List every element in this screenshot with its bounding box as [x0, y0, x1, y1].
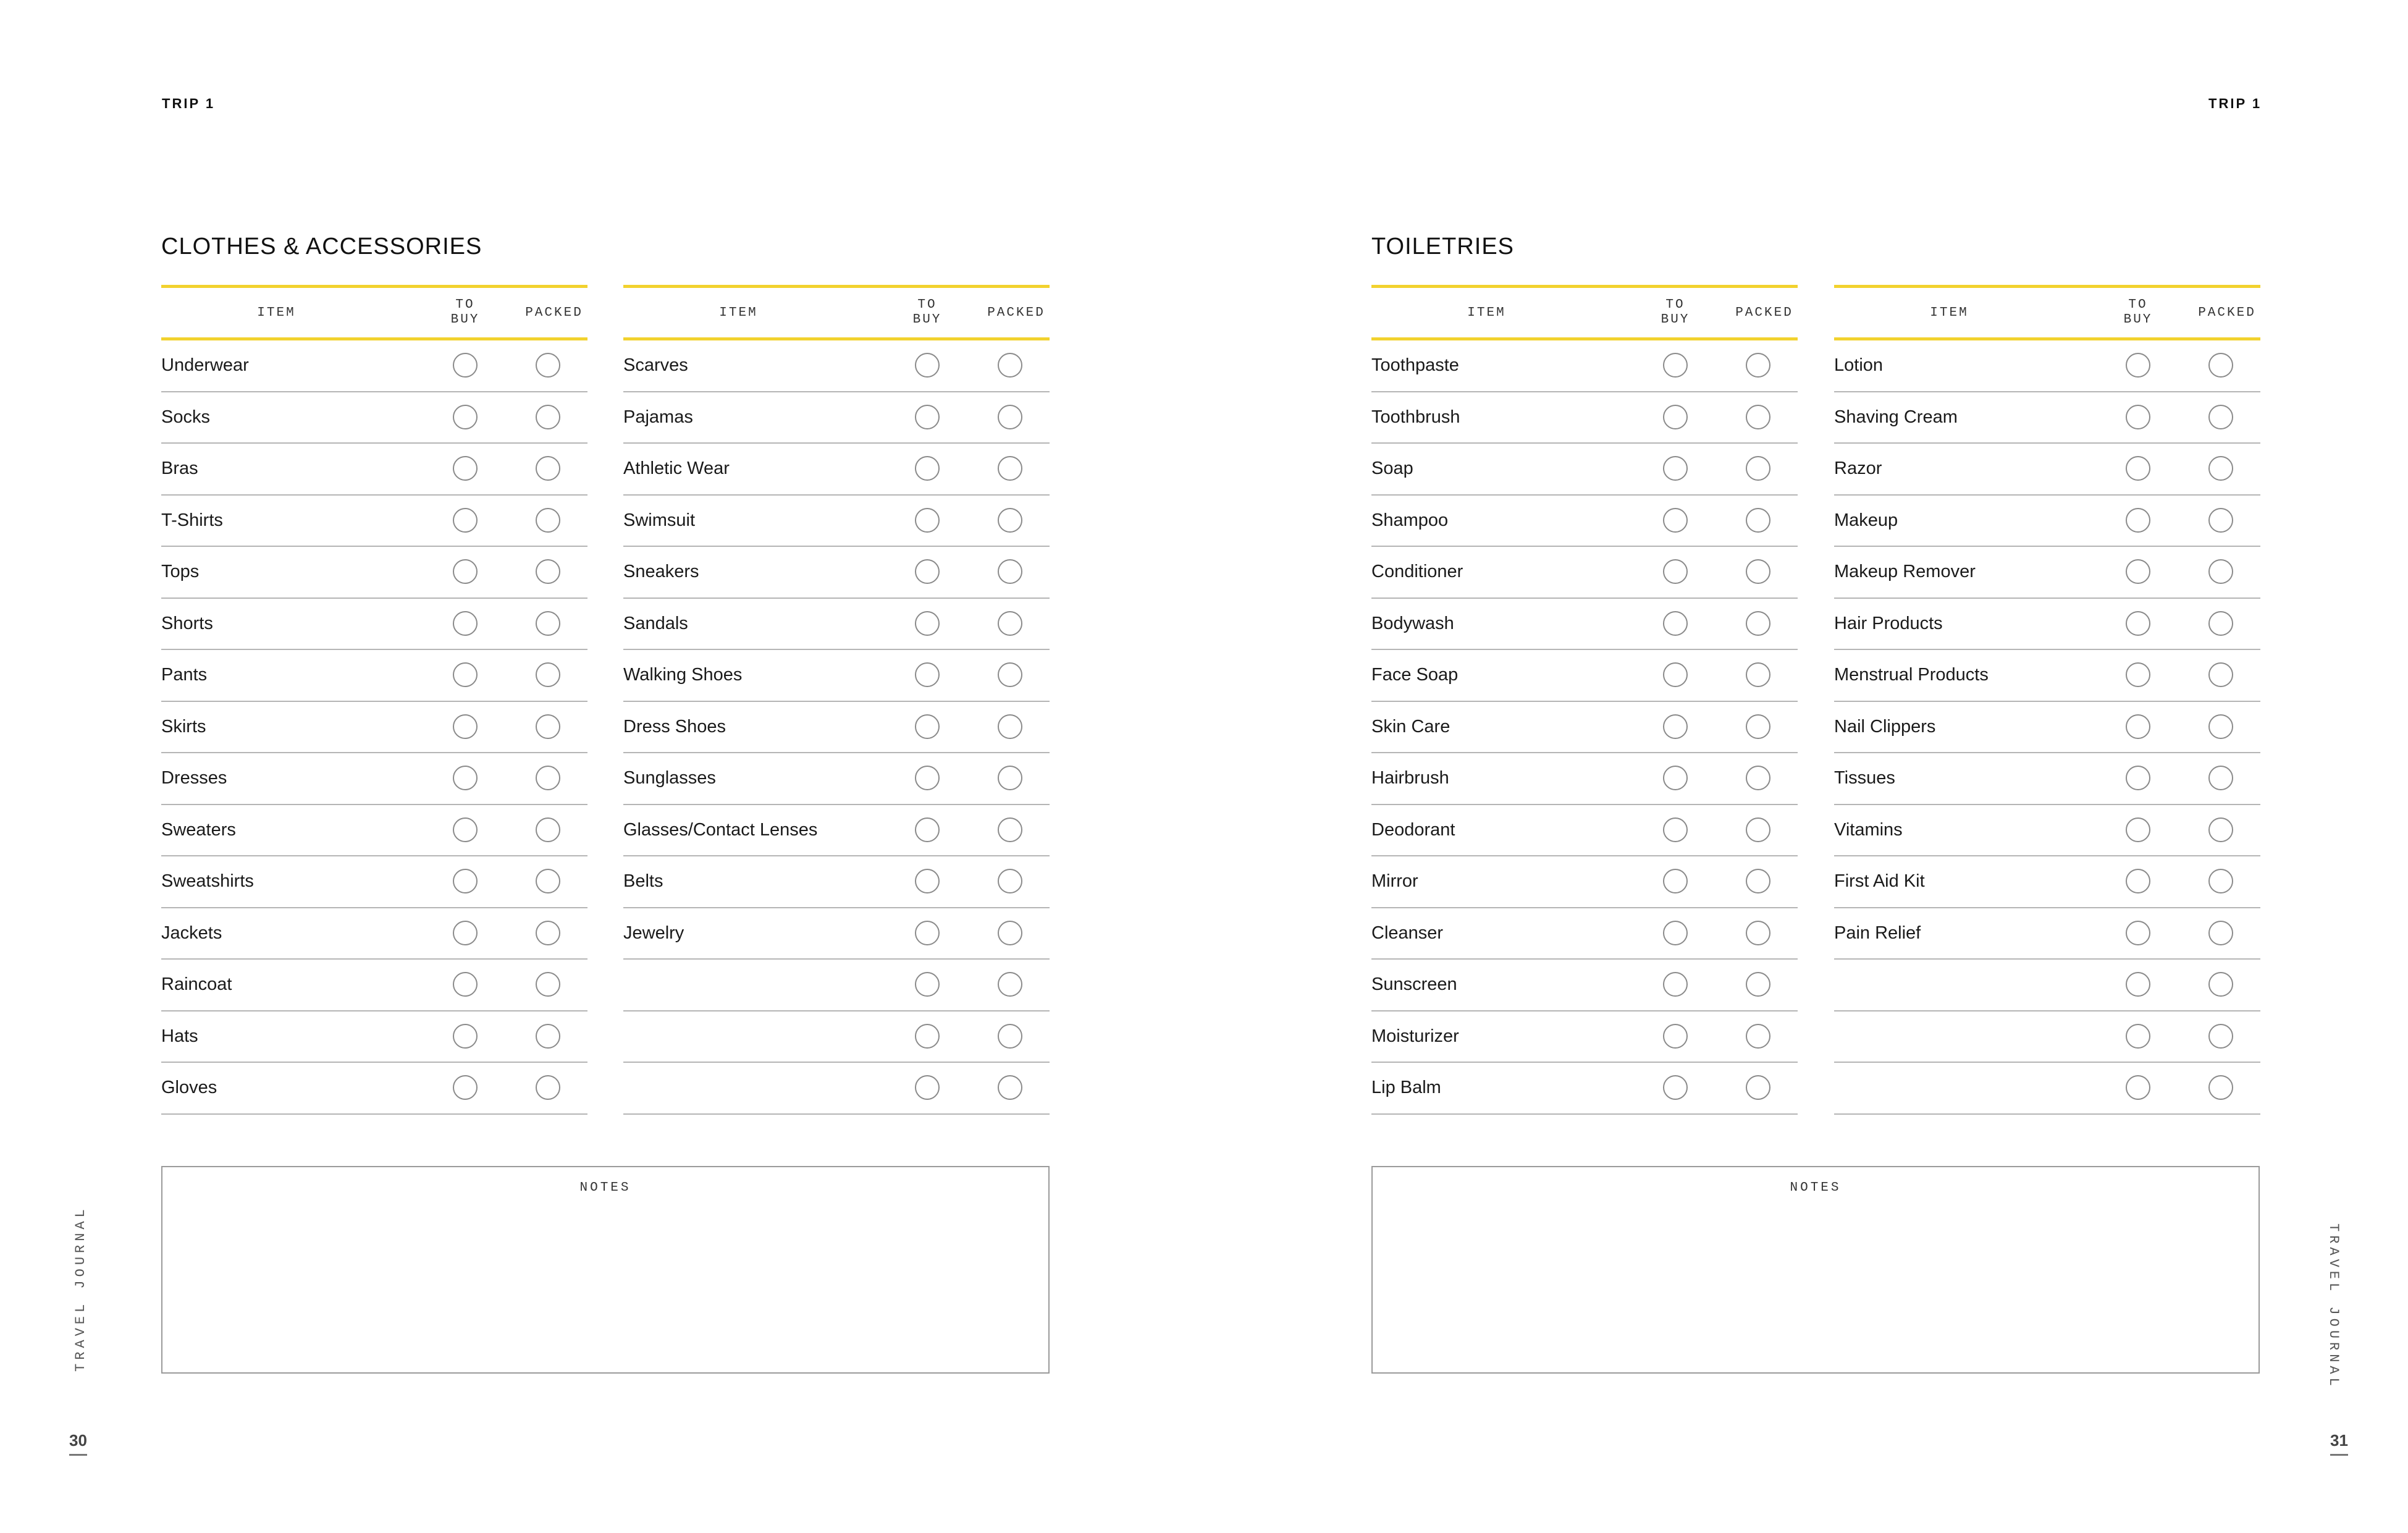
to-buy-checkbox[interactable]	[2126, 869, 2150, 893]
table-row	[161, 908, 587, 960]
packed-checkbox[interactable]	[1746, 559, 1770, 584]
item-label: Moisturizer	[1371, 1026, 1459, 1046]
table-row	[1834, 908, 2260, 960]
packed-checkbox[interactable]	[536, 1024, 560, 1049]
notes-label: NOTES	[579, 1181, 631, 1195]
checklist-table-clothes-a	[161, 285, 587, 1115]
to-buy-checkbox[interactable]	[1663, 921, 1688, 945]
to-buy-column-header	[1644, 288, 1706, 337]
packed-checkbox[interactable]	[998, 405, 1022, 429]
table-row	[161, 805, 587, 857]
packed-checkbox[interactable]	[998, 1075, 1022, 1100]
packed-checkbox[interactable]	[2208, 456, 2233, 481]
to-buy-checkbox[interactable]	[1663, 662, 1688, 687]
packed-checkbox[interactable]	[1746, 508, 1770, 533]
table-row	[161, 340, 587, 392]
item-label: Sunglasses	[623, 768, 716, 788]
to-buy-header-line2: BUY	[1661, 313, 1690, 327]
to-buy-checkbox[interactable]	[453, 611, 478, 636]
packed-checkbox[interactable]	[2208, 559, 2233, 584]
item-label: Nail Clippers	[1834, 716, 1936, 737]
trip-label: TRIP 1	[2208, 96, 2262, 111]
packed-column-header: PACKED	[1735, 305, 1793, 320]
item-label: Belts	[623, 871, 663, 891]
table-row	[1834, 1063, 2260, 1115]
to-buy-checkbox[interactable]	[1663, 508, 1688, 533]
packed-checkbox[interactable]	[2208, 405, 2233, 429]
table-row	[1834, 960, 2260, 1011]
packed-checkbox[interactable]	[998, 714, 1022, 739]
to-buy-checkbox[interactable]	[1663, 972, 1688, 997]
table-row	[1371, 547, 1798, 599]
table-row	[623, 340, 1050, 392]
to-buy-checkbox[interactable]	[1663, 405, 1688, 429]
item-label: Bodywash	[1371, 613, 1454, 633]
table-row	[623, 702, 1050, 754]
table-rows	[1371, 340, 1798, 1115]
packed-checkbox[interactable]	[536, 869, 560, 893]
table-row	[161, 444, 587, 496]
to-buy-checkbox[interactable]	[915, 662, 940, 687]
right-page	[1204, 0, 2408, 1533]
to-buy-column-header	[434, 288, 496, 337]
table-row	[1371, 1063, 1798, 1115]
to-buy-checkbox[interactable]	[2126, 456, 2150, 481]
to-buy-checkbox[interactable]	[915, 766, 940, 790]
item-label: Vitamins	[1834, 819, 1903, 840]
item-label: Conditioner	[1371, 562, 1463, 581]
table-row	[1834, 753, 2260, 805]
packed-checkbox[interactable]	[2208, 662, 2233, 687]
table-row	[623, 444, 1050, 496]
to-buy-checkbox[interactable]	[453, 817, 478, 842]
table-row	[623, 599, 1050, 651]
table-row	[1371, 340, 1798, 392]
item-label: Toothpaste	[1371, 355, 1459, 375]
item-column-header: ITEM	[719, 305, 758, 320]
packed-checkbox[interactable]	[536, 766, 560, 790]
to-buy-checkbox[interactable]	[915, 611, 940, 636]
packed-checkbox[interactable]	[536, 972, 560, 997]
table-row	[623, 392, 1050, 444]
item-label: Bras	[161, 458, 198, 478]
item-label: Walking Shoes	[623, 665, 743, 685]
to-buy-checkbox[interactable]	[2126, 405, 2150, 429]
table-header	[1371, 288, 1798, 340]
item-label: Hairbrush	[1371, 768, 1449, 788]
to-buy-checkbox[interactable]	[2126, 817, 2150, 842]
item-label: Lip Balm	[1371, 1078, 1441, 1097]
page-number: 30	[69, 1431, 87, 1456]
table-row	[1834, 547, 2260, 599]
packed-checkbox[interactable]	[2208, 817, 2233, 842]
to-buy-checkbox[interactable]	[915, 869, 940, 893]
item-label: Jewelry	[623, 923, 684, 943]
to-buy-column-header	[896, 288, 958, 337]
item-label: Pain Relief	[1834, 923, 1921, 943]
to-buy-checkbox[interactable]	[915, 508, 940, 533]
page-number: 31	[2330, 1431, 2348, 1456]
table-row	[623, 1063, 1050, 1115]
table-row	[1371, 1011, 1798, 1063]
table-row	[1834, 702, 2260, 754]
packed-checkbox[interactable]	[998, 508, 1022, 533]
packed-checkbox[interactable]	[2208, 766, 2233, 790]
to-buy-checkbox[interactable]	[453, 456, 478, 481]
item-label: Dresses	[161, 768, 227, 788]
to-buy-checkbox[interactable]	[1663, 1075, 1688, 1100]
item-label: Dress Shoes	[623, 716, 726, 737]
packed-checkbox[interactable]	[1746, 1024, 1770, 1049]
notes-box[interactable]	[1371, 1166, 2260, 1374]
table-row	[623, 1011, 1050, 1063]
packed-checkbox[interactable]	[1746, 714, 1770, 739]
item-label: Shampoo	[1371, 510, 1449, 530]
table-row	[161, 650, 587, 702]
table-row	[1834, 340, 2260, 392]
packed-checkbox[interactable]	[536, 611, 560, 636]
table-row	[1371, 856, 1798, 908]
item-label: Sandals	[623, 613, 688, 633]
to-buy-checkbox[interactable]	[915, 921, 940, 945]
to-buy-checkbox[interactable]	[915, 714, 940, 739]
item-label: Skin Care	[1371, 716, 1450, 737]
to-buy-checkbox[interactable]	[2126, 1024, 2150, 1049]
table-row	[623, 547, 1050, 599]
item-label: Tissues	[1834, 768, 1895, 788]
to-buy-checkbox[interactable]	[1663, 869, 1688, 893]
packed-checkbox[interactable]	[998, 972, 1022, 997]
item-label: Socks	[161, 407, 210, 427]
item-label: Sunscreen	[1371, 974, 1457, 994]
table-header	[161, 288, 587, 340]
to-buy-checkbox[interactable]	[453, 972, 478, 997]
item-label: Glasses/Contact Lenses	[623, 819, 818, 840]
packed-column-header: PACKED	[2198, 305, 2256, 320]
to-buy-checkbox[interactable]	[453, 405, 478, 429]
to-buy-checkbox[interactable]	[915, 353, 940, 378]
table-row	[161, 599, 587, 651]
packed-checkbox[interactable]	[1746, 353, 1770, 378]
item-label: Makeup	[1834, 510, 1898, 530]
packed-checkbox[interactable]	[1746, 662, 1770, 687]
to-buy-header-line2: BUY	[912, 313, 942, 327]
packed-checkbox[interactable]	[536, 662, 560, 687]
to-buy-checkbox[interactable]	[453, 662, 478, 687]
table-row	[1834, 444, 2260, 496]
packed-checkbox[interactable]	[1746, 405, 1770, 429]
packed-checkbox[interactable]	[998, 353, 1022, 378]
packed-checkbox[interactable]	[536, 1075, 560, 1100]
packed-checkbox[interactable]	[998, 766, 1022, 790]
to-buy-checkbox[interactable]	[2126, 766, 2150, 790]
packed-checkbox[interactable]	[2208, 353, 2233, 378]
table-row	[623, 650, 1050, 702]
to-buy-checkbox[interactable]	[915, 972, 940, 997]
to-buy-checkbox[interactable]	[2126, 508, 2150, 533]
to-buy-checkbox[interactable]	[453, 353, 478, 378]
table-row	[161, 392, 587, 444]
item-label: Tops	[161, 562, 200, 581]
packed-checkbox[interactable]	[998, 817, 1022, 842]
packed-checkbox[interactable]	[1746, 1075, 1770, 1100]
packed-checkbox[interactable]	[536, 559, 560, 584]
packed-checkbox[interactable]	[998, 559, 1022, 584]
table-row	[1834, 650, 2260, 702]
to-buy-checkbox[interactable]	[1663, 817, 1688, 842]
table-row	[1371, 753, 1798, 805]
trip-label: TRIP 1	[162, 96, 216, 111]
item-label: Sneakers	[623, 562, 699, 581]
table-row	[1371, 805, 1798, 857]
item-label: Sweaters	[161, 819, 236, 840]
to-buy-checkbox[interactable]	[1663, 559, 1688, 584]
item-label: Scarves	[623, 355, 688, 375]
table-row	[623, 908, 1050, 960]
to-buy-header-line2: BUY	[450, 313, 480, 327]
side-label-travel-journal: TRAVEL JOURNAL	[73, 1206, 88, 1372]
section-title: TOILETRIES	[1371, 234, 1515, 260]
table-row	[1371, 650, 1798, 702]
item-label: Shaving Cream	[1834, 407, 1958, 427]
item-column-header: ITEM	[1467, 305, 1506, 320]
to-buy-checkbox[interactable]	[453, 1024, 478, 1049]
table-row	[1371, 702, 1798, 754]
packed-column-header: PACKED	[987, 305, 1045, 320]
item-label: Razor	[1834, 458, 1882, 478]
packed-checkbox[interactable]	[998, 662, 1022, 687]
to-buy-checkbox[interactable]	[915, 1075, 940, 1100]
side-label-travel-journal: TRAVEL JOURNAL	[2326, 1223, 2341, 1390]
packed-checkbox[interactable]	[998, 611, 1022, 636]
packed-checkbox[interactable]	[536, 921, 560, 945]
table-row	[1371, 960, 1798, 1011]
table-rows	[161, 340, 587, 1115]
to-buy-checkbox[interactable]	[2126, 611, 2150, 636]
packed-checkbox[interactable]	[2208, 611, 2233, 636]
packed-checkbox[interactable]	[998, 869, 1022, 893]
to-buy-checkbox[interactable]	[2126, 662, 2150, 687]
item-label: Soap	[1371, 458, 1413, 478]
to-buy-header-line1: TO	[455, 298, 475, 312]
to-buy-checkbox[interactable]	[1663, 456, 1688, 481]
table-row	[623, 856, 1050, 908]
to-buy-checkbox[interactable]	[1663, 353, 1688, 378]
packed-checkbox[interactable]	[998, 456, 1022, 481]
item-label: Raincoat	[161, 974, 232, 994]
to-buy-checkbox[interactable]	[453, 714, 478, 739]
item-label: Hair Products	[1834, 613, 1943, 633]
packed-checkbox[interactable]	[1746, 972, 1770, 997]
to-buy-checkbox[interactable]	[915, 817, 940, 842]
item-label: Deodorant	[1371, 819, 1455, 840]
to-buy-checkbox[interactable]	[2126, 353, 2150, 378]
to-buy-checkbox[interactable]	[453, 559, 478, 584]
packed-checkbox[interactable]	[1746, 766, 1770, 790]
item-label: First Aid Kit	[1834, 871, 1925, 891]
item-column-header: ITEM	[257, 305, 296, 320]
table-row	[623, 496, 1050, 547]
item-column-header: ITEM	[1930, 305, 1969, 320]
packed-checkbox[interactable]	[2208, 972, 2233, 997]
item-label: Makeup Remover	[1834, 562, 1976, 581]
item-label: Skirts	[161, 716, 206, 737]
to-buy-header-line1: TO	[917, 298, 937, 312]
table-row	[623, 805, 1050, 857]
item-label: Cleanser	[1371, 923, 1444, 943]
to-buy-checkbox[interactable]	[915, 559, 940, 584]
notes-label: NOTES	[1790, 1181, 1842, 1195]
packed-checkbox[interactable]	[2208, 714, 2233, 739]
item-label: Swimsuit	[623, 510, 696, 530]
table-rows	[623, 340, 1050, 1115]
table-row	[161, 856, 587, 908]
item-label: Face Soap	[1371, 665, 1459, 685]
table-row	[623, 753, 1050, 805]
packed-checkbox[interactable]	[998, 921, 1022, 945]
item-label: Athletic Wear	[623, 458, 730, 478]
item-label: Lotion	[1834, 355, 1884, 375]
table-row	[161, 702, 587, 754]
packed-column-header: PACKED	[525, 305, 583, 320]
to-buy-checkbox[interactable]	[915, 456, 940, 481]
to-buy-checkbox[interactable]	[915, 405, 940, 429]
packed-checkbox[interactable]	[998, 1024, 1022, 1049]
table-rows	[1834, 340, 2260, 1115]
item-label: Pajamas	[623, 407, 693, 427]
table-row	[1371, 599, 1798, 651]
to-buy-checkbox[interactable]	[453, 921, 478, 945]
packed-checkbox[interactable]	[1746, 456, 1770, 481]
to-buy-checkbox[interactable]	[2126, 1075, 2150, 1100]
packed-checkbox[interactable]	[1746, 921, 1770, 945]
packed-checkbox[interactable]	[536, 456, 560, 481]
item-label: Pants	[161, 665, 208, 685]
table-header	[1834, 288, 2260, 340]
packed-checkbox[interactable]	[1746, 817, 1770, 842]
to-buy-header-line1: TO	[1665, 298, 1685, 312]
packed-checkbox[interactable]	[536, 405, 560, 429]
to-buy-checkbox[interactable]	[1663, 714, 1688, 739]
to-buy-checkbox[interactable]	[2126, 559, 2150, 584]
to-buy-column-header	[2107, 288, 2169, 337]
to-buy-checkbox[interactable]	[453, 508, 478, 533]
packed-checkbox[interactable]	[536, 353, 560, 378]
item-label: Mirror	[1371, 871, 1418, 891]
to-buy-checkbox[interactable]	[453, 869, 478, 893]
to-buy-checkbox[interactable]	[2126, 714, 2150, 739]
packed-checkbox[interactable]	[1746, 611, 1770, 636]
checklist-table-clothes-b	[623, 285, 1050, 1115]
packed-checkbox[interactable]	[536, 817, 560, 842]
table-header	[623, 288, 1050, 340]
table-row	[161, 1063, 587, 1115]
item-label: Menstrual Products	[1834, 665, 1989, 685]
packed-checkbox[interactable]	[2208, 921, 2233, 945]
checklist-table-toiletries-b	[1834, 285, 2260, 1115]
to-buy-checkbox[interactable]	[2126, 972, 2150, 997]
section-title: CLOTHES & ACCESSORIES	[161, 234, 482, 260]
to-buy-header-line2: BUY	[2123, 313, 2153, 327]
table-row	[161, 547, 587, 599]
item-label: Shorts	[161, 613, 213, 633]
packed-checkbox[interactable]	[2208, 1075, 2233, 1100]
item-label: T-Shirts	[161, 510, 223, 530]
table-row	[161, 753, 587, 805]
to-buy-header-line1: TO	[2128, 298, 2148, 312]
packed-checkbox[interactable]	[1746, 869, 1770, 893]
item-label: Toothbrush	[1371, 407, 1460, 427]
table-row	[1834, 496, 2260, 547]
to-buy-checkbox[interactable]	[915, 1024, 940, 1049]
table-row	[1371, 444, 1798, 496]
table-row	[1834, 805, 2260, 857]
packed-checkbox[interactable]	[536, 714, 560, 739]
table-row	[1834, 599, 2260, 651]
packed-checkbox[interactable]	[2208, 508, 2233, 533]
table-row	[161, 1011, 587, 1063]
table-row	[1371, 496, 1798, 547]
table-row	[623, 960, 1050, 1011]
to-buy-checkbox[interactable]	[1663, 766, 1688, 790]
table-row	[1371, 908, 1798, 960]
item-label: Underwear	[161, 355, 249, 375]
to-buy-checkbox[interactable]	[453, 766, 478, 790]
table-row	[1371, 392, 1798, 444]
to-buy-checkbox[interactable]	[2126, 921, 2150, 945]
item-label: Sweatshirts	[161, 871, 254, 891]
to-buy-checkbox[interactable]	[1663, 1024, 1688, 1049]
to-buy-checkbox[interactable]	[453, 1075, 478, 1100]
item-label: Gloves	[161, 1078, 217, 1097]
packed-checkbox[interactable]	[536, 508, 560, 533]
packed-checkbox[interactable]	[2208, 1024, 2233, 1049]
table-row	[161, 960, 587, 1011]
to-buy-checkbox[interactable]	[1663, 611, 1688, 636]
table-row	[1834, 1011, 2260, 1063]
table-row	[1834, 392, 2260, 444]
notes-box[interactable]	[161, 1166, 1050, 1374]
table-row	[161, 496, 587, 547]
packed-checkbox[interactable]	[2208, 869, 2233, 893]
checklist-table-toiletries-a	[1371, 285, 1798, 1115]
table-row	[1834, 856, 2260, 908]
item-label: Jackets	[161, 923, 222, 943]
item-label: Hats	[161, 1026, 198, 1046]
